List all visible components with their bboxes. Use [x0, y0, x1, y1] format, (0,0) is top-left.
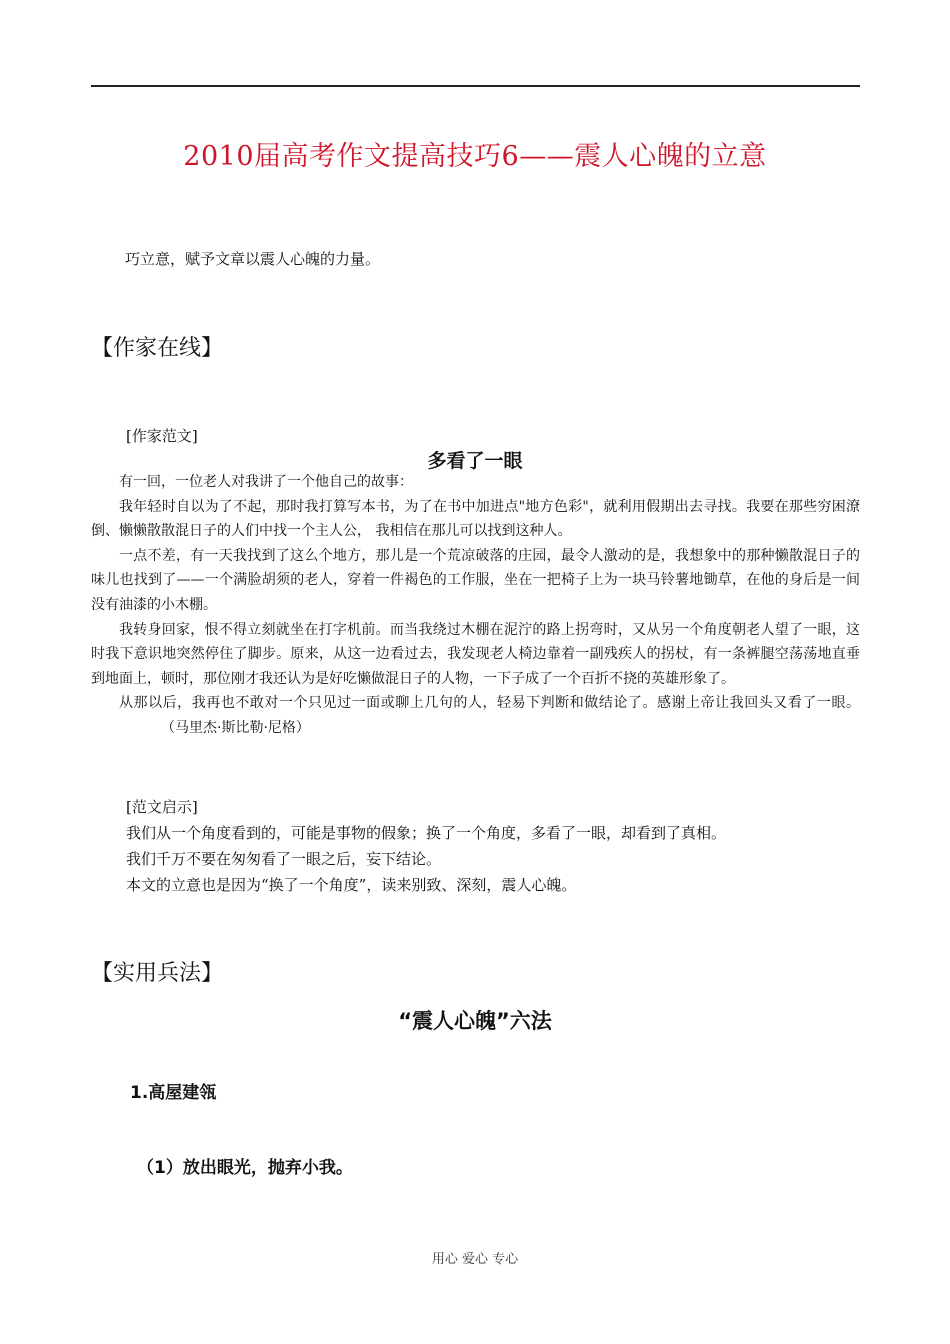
method-heading: 1.高屋建瓴 — [130, 1083, 217, 1103]
insight-body — [126, 820, 726, 898]
essay-paragraph: 有一回，一位老人对我讲了一个他自己的故事： — [119, 474, 413, 490]
essay-paragraph: 我转身回家，恨不得立刻就坐在打字机前。而当我绕过木棚在泥泞的路上拐弯时，又从另一个角度朝老人望了一眼，这时我下意识地突然停住了脚步。原来，从这一边看过去，我发现老人椅边靠着一副残疾人的拐杖，有一条裤腿空荡荡地直垂到地面上，顿时，那位刚才我还认为是好吃懒做混日子的人物，一下子成了一个百折不挠的英雄形象了。 — [91, 621, 860, 687]
essay-paragraph: 一点不差，有一天我找到了这么个地方，那儿是一个荒凉破落的庄园，最令人激动的是，我想象中的那种懒散混日子的味儿也找到了——一个满脸胡须的老人，穿着一件褐色的工作服，坐在一把椅子上为一块马铃薯地锄草，在他的身后是一间没有油漆的小木棚。 — [91, 547, 860, 613]
essay-paragraph-text: 从那以后，我再也不敢对一个只见过一面或聊上几句的人，轻易下判断和做结论了。感谢上帝让我回头又看了一眼。 — [119, 695, 860, 712]
insight-line: 本文的立意也是因为“换了一个角度”，读来别致、深刻，震人心魄。 — [126, 876, 577, 894]
document-title: 2010届高考作文提高技巧6——震人心魄的立意 — [183, 141, 767, 172]
label-insight: [范文启示] — [126, 798, 198, 816]
method-subheading: （1）放出眼光，抛弃小我。 — [137, 1158, 353, 1178]
section-heading-practice: 【实用兵法】 — [91, 961, 224, 986]
page-footer: 用心 爱心 专心 — [431, 1252, 519, 1267]
insight-line: 我们从一个角度看到的，可能是事物的假象；换了一个角度，多看了一眼，却看到了真相。 — [126, 824, 727, 842]
essay-title: 多看了一眼 — [427, 450, 523, 472]
section-heading-writer: 【作家在线】 — [91, 336, 224, 361]
intro-text: 巧立意，赋予文章以震人心魄的力量。 — [125, 250, 381, 268]
essay-paragraph-last — [91, 691, 860, 740]
methods-title: “震人心魄”六法 — [398, 1009, 552, 1033]
header-rule — [91, 85, 860, 87]
essay-body — [91, 470, 860, 741]
insight-line: 我们千万不要在匆匆看了一眼之后，妄下结论。 — [126, 850, 442, 868]
label-sample-essay: [作家范文] — [126, 427, 198, 445]
essay-paragraph: 我年轻时自以为了不起，那时我打算写本书，为了在书中加进点"地方色彩"，就利用假期出去寻找。我要在那些穷困潦倒、懒懒散散混日子的人们中找一个主人公， 我相信在那儿可以找到这种人。 — [91, 498, 860, 540]
essay-author: （马里杰·斯比勒·尼格） — [161, 719, 310, 736]
